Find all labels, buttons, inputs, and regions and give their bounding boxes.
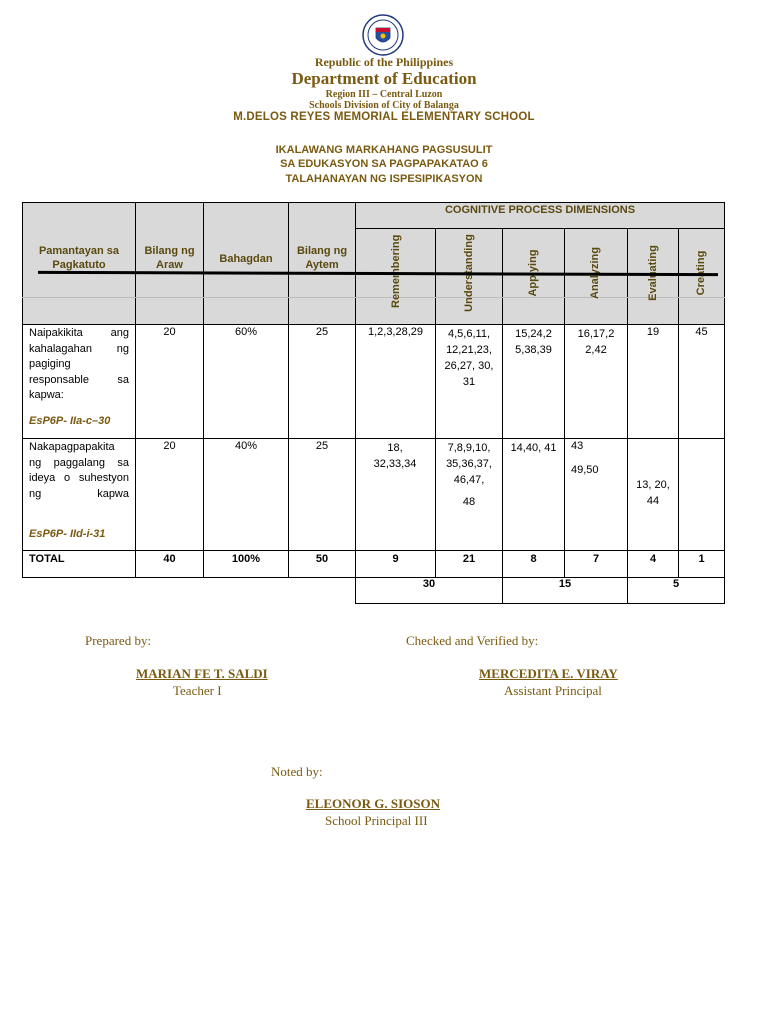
- noted-label: Noted by:: [271, 764, 323, 779]
- header-pamantayan: Pamantayan sa Pagkatuto: [38, 245, 120, 271]
- total-remembering: 9: [392, 553, 399, 565]
- total-applying: 8: [530, 553, 537, 565]
- row1-applying: 15,24,2 5,38,39: [515, 328, 552, 356]
- row1-creating: 45: [695, 326, 708, 338]
- total-araw: 40: [163, 553, 176, 565]
- subtotal-middle: 15: [558, 578, 572, 590]
- row2-evaluating: 13, 20, 44: [636, 479, 670, 507]
- total-aytem: 50: [315, 553, 329, 565]
- checked-name: MERCEDITA E. VIRAY: [479, 666, 618, 681]
- prepared-name: MARIAN FE T. SALDI: [136, 666, 268, 681]
- deped-seal-icon: [362, 14, 404, 56]
- total-label: TOTAL: [29, 553, 65, 565]
- row1-bahagdan: 60%: [234, 326, 258, 338]
- prepared-label: Prepared by:: [85, 633, 152, 648]
- total-analyzing: 7: [592, 553, 600, 565]
- row2-applying: 14,40, 41: [510, 442, 557, 454]
- row1-competency: Naipakikita ang kahalagahan ng pagiging responsable sa kapwa:: [29, 327, 129, 401]
- noted-name: ELEONOR G. SIOSON: [306, 796, 441, 811]
- checked-title: Assistant Principal: [504, 683, 602, 698]
- row1-evaluating: 19: [646, 326, 660, 338]
- row2-aytem: 25: [315, 440, 329, 452]
- row2-remembering: 18, 32,33,34: [373, 442, 417, 470]
- header-cognitive: COGNITIVE PROCESS DIMENSIONS: [444, 204, 636, 216]
- row1-understanding: 4,5,6,11, 12,21,23, 26,27, 30, 31: [444, 328, 494, 388]
- exam-title-line1: IKALAWANG MARKAHANG PAGSUSULIT: [275, 144, 493, 156]
- row2-competency: Nakapagpapakita ng paggalang sa ideya o suhestyon ng kapwa: [29, 441, 129, 500]
- header-araw: Bilang ng Araw: [144, 245, 195, 271]
- row2-araw: 20: [163, 440, 176, 452]
- noted-title: School Principal III: [325, 813, 428, 828]
- row2-bahagdan: 40%: [234, 440, 258, 452]
- total-understanding: 21: [462, 553, 476, 565]
- exam-title-line2: SA EDUKASYON SA PAGPAPAKATAO 6: [280, 158, 488, 170]
- header-bahagdan: Bahagdan: [219, 253, 273, 265]
- total-evaluating: 4: [649, 553, 657, 565]
- row1-remembering: 1,2,3,28,29: [367, 326, 424, 338]
- region-line: Region III – Central Luzon: [325, 89, 443, 100]
- row1-araw: 20: [163, 326, 176, 338]
- exam-title-line3: TALAHANAYAN NG ISPESIPIKASYON: [285, 173, 483, 185]
- row2-analyzing-extra: 49,50: [571, 464, 599, 476]
- total-bahagdan: 100%: [231, 553, 261, 565]
- checked-label: Checked and Verified by:: [406, 633, 539, 648]
- header-aytem: Bilang ng Aytem: [296, 245, 348, 271]
- subtotal-higher: 5: [672, 578, 680, 590]
- republic-line: Republic of the Philippines: [314, 55, 454, 69]
- row2-understanding-extra: 48: [462, 496, 476, 508]
- row1-code: EsP6P- IIa-c–30: [29, 415, 111, 427]
- row1-aytem: 25: [315, 326, 329, 338]
- row1-analyzing: 16,17,2 2,42: [577, 328, 615, 356]
- department-name: Department of Education: [291, 69, 477, 88]
- prepared-title: Teacher I: [173, 683, 222, 698]
- row2-code: EsP6P- IId-i-31: [29, 528, 106, 540]
- total-creating: 1: [698, 553, 705, 565]
- row2-analyzing: 43: [571, 440, 584, 452]
- subtotal-lower: 30: [422, 578, 436, 590]
- division-line: Schools Division of City of Balanga: [309, 100, 459, 111]
- school-name: M.DELOS REYES MEMORIAL ELEMENTARY SCHOOL: [233, 111, 535, 123]
- row2-understanding: 7,8,9,10, 35,36,37, 46,47,: [446, 442, 492, 486]
